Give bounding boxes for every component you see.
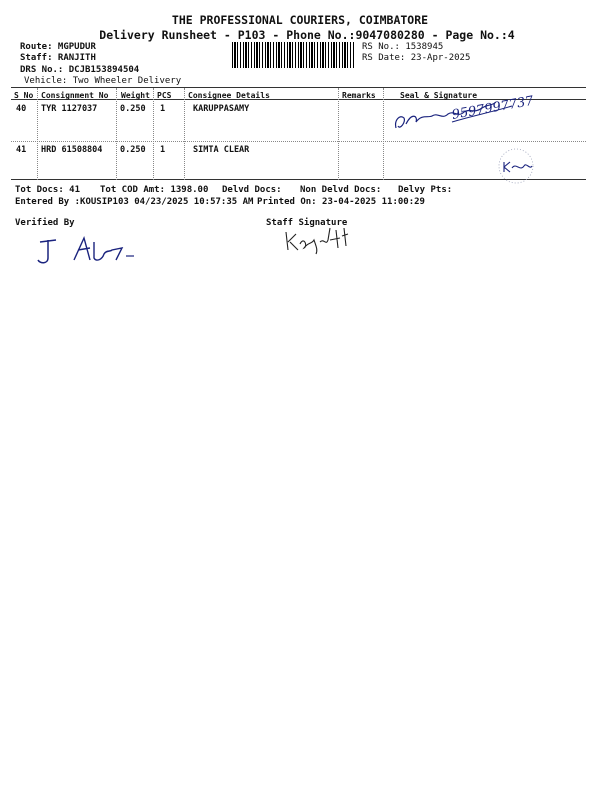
drs-number: DRS No.: DCJB153894504 bbox=[20, 65, 140, 75]
col-header-sno: S No bbox=[14, 91, 34, 100]
company-title: THE PROFESSIONAL COURIERS, COIMBATORE bbox=[171, 13, 429, 27]
cell-pcs: 1 bbox=[160, 145, 166, 155]
entered-by: Entered By :KOUSIP103 04/23/2025 10:57:35 AM bbox=[15, 197, 254, 207]
delivery-points: Delvy Pts: bbox=[398, 185, 453, 195]
column-divider bbox=[184, 88, 185, 180]
staff-label: Staff: RANJITH bbox=[20, 53, 96, 63]
printed-on: Printed On: 23-04-2025 11:00:29 bbox=[257, 197, 425, 207]
rs-number: RS No.: 1538945 bbox=[362, 42, 444, 52]
column-divider bbox=[153, 88, 154, 180]
total-docs: Tot Docs: 41 bbox=[15, 185, 81, 195]
non-delivered-docs: Non Delvd Docs: bbox=[300, 185, 382, 195]
cell-weight: 0.250 bbox=[120, 145, 146, 155]
total-cod-amount: Tot COD Amt: 1398.00 bbox=[100, 185, 209, 195]
cell-consignment: HRD 61508804 bbox=[41, 145, 103, 155]
vehicle-label: Vehicle: Two Wheeler Delivery bbox=[24, 76, 182, 86]
verified-by-label: Verified By bbox=[15, 218, 75, 228]
col-header-consignment: Consignment No bbox=[41, 91, 109, 100]
col-header-pcs: PCS bbox=[157, 91, 172, 100]
cell-pcs: 1 bbox=[160, 104, 166, 114]
cell-sno: 40 bbox=[16, 104, 27, 114]
delivered-docs: Delvd Docs: bbox=[222, 185, 282, 195]
barcode-image bbox=[232, 42, 354, 68]
col-header-seal: Seal & Signature bbox=[400, 91, 478, 100]
col-header-weight: Weight bbox=[121, 91, 150, 100]
column-divider bbox=[338, 88, 339, 180]
row-divider bbox=[11, 141, 586, 142]
col-header-remarks: Remarks bbox=[342, 91, 376, 100]
route-label: Route: MGPUDUR bbox=[20, 42, 96, 52]
staff-signature-label: Staff Signature bbox=[266, 218, 348, 228]
column-divider bbox=[37, 88, 38, 180]
runsheet-subtitle: Delivery Runsheet - P103 - Phone No.:9047080280 - Page No.:4 bbox=[99, 28, 515, 42]
staff-signature bbox=[282, 222, 362, 258]
cell-consignee: SIMTA CLEAR bbox=[193, 145, 250, 155]
cell-weight: 0.250 bbox=[120, 104, 146, 114]
cell-consignee: KARUPPASAMY bbox=[193, 104, 250, 114]
cell-sno: 41 bbox=[16, 145, 27, 155]
column-divider bbox=[383, 88, 384, 180]
column-divider bbox=[116, 88, 117, 180]
stamp-mark bbox=[480, 146, 550, 186]
verifier-signature bbox=[34, 232, 144, 268]
col-header-consignee: Consignee Details bbox=[188, 91, 270, 100]
table-top-border bbox=[11, 87, 586, 88]
handwritten-phone: 9597997737 bbox=[450, 93, 535, 123]
cell-consignment: TYR 1127037 bbox=[41, 104, 98, 114]
rs-date: RS Date: 23-Apr-2025 bbox=[362, 53, 471, 63]
